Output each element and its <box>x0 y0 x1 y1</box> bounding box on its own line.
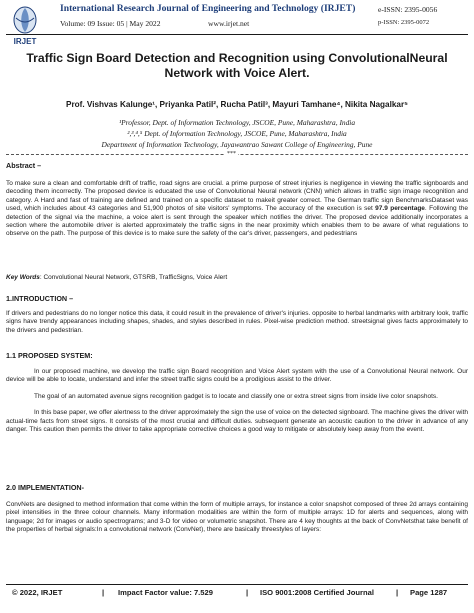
proposed-system-heading: 1.1 PROPOSED SYSTEM: <box>6 351 93 360</box>
affiliation-1: ¹Professor, Dept. of Information Technology, JSCOE, Pune, Maharashtra, India <box>118 118 356 127</box>
footer-iso: ISO 9001:2008 Certified Journal <box>260 588 374 597</box>
affiliation-2: ²,³,⁴,⁵ Dept. of Information Technology, JSCOE, Pune, Maharashtra, India <box>127 129 347 138</box>
volume-issue: Volume: 09 Issue: 05 | May 2022 <box>60 19 161 28</box>
journal-title: International Research Journal of Engineering and Technology (IRJET) <box>60 3 356 14</box>
abstract-section <box>6 161 468 239</box>
e-issn: e-ISSN: 2395-0056 <box>378 5 438 14</box>
author-list: Prof. Vishvas Kalunge¹, Priyanka Patil², Rucha Patil³, Mayuri Tamhane⁴, Nikita Nagalkar⁵ <box>65 100 409 109</box>
introduction-heading: 1.INTRODUCTION – <box>6 294 74 303</box>
footer-page-number: Page 1287 <box>410 588 448 597</box>
footer-impact-factor: Impact Factor value: 7.529 <box>118 588 213 597</box>
keywords-label: Key Words <box>6 274 40 281</box>
paper-title-line-1: Traffic Sign Board Detection and Recognition using ConvolutionalNeural <box>26 51 448 65</box>
p-issn: p-ISSN: 2395-0072 <box>378 19 430 26</box>
abstract-text-2: . Following the detection of the signal via the machine, a voice alert is sent through the speaker which notifies the driver. The proposed device additionally incorporates a section where the automobile driver is alerted approximately the traffic signs in the near proximity which enables them to be aware of what regulations to observe on the path. The purpose of this device is to make sure the safety of the car's driver, passengers, and pedestrians <box>6 205 468 238</box>
implementation-section <box>6 483 468 535</box>
proposed-paragraph-3: In this base paper, we offer alertness to the driver approximately the sign the use of voice on the detected signboard. The machine gives the driver with actual-time facts from street signs. It consists of the most crucial and difficult duties. subsequent generate an acoustic caution to the driver in advance of any danger. This caution then permits the driver to take appropriate corrective choices a good way to mitigate or absolutely keep away from the event. <box>6 409 468 434</box>
footer-copyright: © 2022, IRJET <box>12 588 63 597</box>
affiliation-3: Department of Information Technology, Jayawantrao Sawant College of Engineering, Pune <box>101 140 373 149</box>
abstract-text-1: To make sure a clean and comfortable drift of traffic, road signs are crucial. a prime purpose of street injuries is negligence in viewing the traffic signboards and decoding them incorrectly. The proposed device is educated the use of Convolutional Neural network (CNN) which allows in traffic sign image recognition and category. A Hard and fast of training are defined and trained on a specific dataset to makeit greater correct. The German traffic sign BenchmarksDataset was used, which includes about 43 categories and 51,900 photos of site visitors' symptoms. The accuracy of the execution is set <box>6 180 468 213</box>
implementation-heading: 2.0 IMPLEMENTATION- <box>6 483 84 492</box>
logo-text: IRJET <box>13 37 37 46</box>
separator-stars: *** <box>227 151 236 157</box>
proposed-paragraph-2: The goal of an automated avenue signs recognition gadget is to locate and classify one or extra street signs from inside live color snapshots. <box>34 392 438 400</box>
footer-sep-1: | <box>102 588 105 597</box>
journal-website-link[interactable]: www.irjet.net <box>208 19 250 28</box>
implementation-body: ConvNets are designed to method information that come within the form of multiple arrays, for instance a color snapshot composed of three 2d arrays containing pixel intensities in the three colour channels. Many information modalities are within the form of multiple arrays: 1D for alerts and sequences, along with language; 2d for images or audio spectrograms; and 3-D for video or volumetric snapshot. There are 4 key thoughts at the back of ConvNetsthat take benefit of the properties of herbal signals:In a convolutional network (ConvNet), there are basically threestyles of layers: <box>6 501 468 534</box>
keywords-text: : Convolutional Neural Network, GTSRB, TrafficSigns, Voice Alert <box>39 274 228 281</box>
introduction-section <box>6 294 468 335</box>
footer-divider <box>6 584 468 585</box>
footer-sep-3: | <box>396 588 399 597</box>
introduction-body: If drivers and pedestrians do no longer notice this data, it could result in the prevalence of driver's injuries. opposite to herbal landmarks with arbitrary look, traffic signs have trendy appearances including shapes, shades, and styles described in rules. Pixel-wise prediction method. streetsignal gives facts approximately to the drivers and pedestrian. <box>6 310 468 334</box>
keywords <box>6 274 468 281</box>
paper-title-line-2: Network with Voice Alert. <box>164 66 310 80</box>
paper-title <box>10 51 464 81</box>
accuracy-value: 97.9 percentage <box>375 205 425 213</box>
abstract-heading: Abstract – <box>6 161 42 170</box>
journal-header <box>0 0 474 52</box>
proposed-system-section <box>6 351 468 434</box>
irjet-logo-icon <box>8 4 42 48</box>
footer-sep-2: | <box>246 588 249 597</box>
header-divider <box>6 34 468 35</box>
proposed-paragraph-1: In our proposed machine, we develop the traffic sign Board recognition and Voice Alert system with the use of a Convolutional Neural network. Our device will be able to locate, understand and infer the street traffic signs could be a prodigious assist to the driver. <box>6 368 468 384</box>
abstract-body <box>6 180 468 239</box>
